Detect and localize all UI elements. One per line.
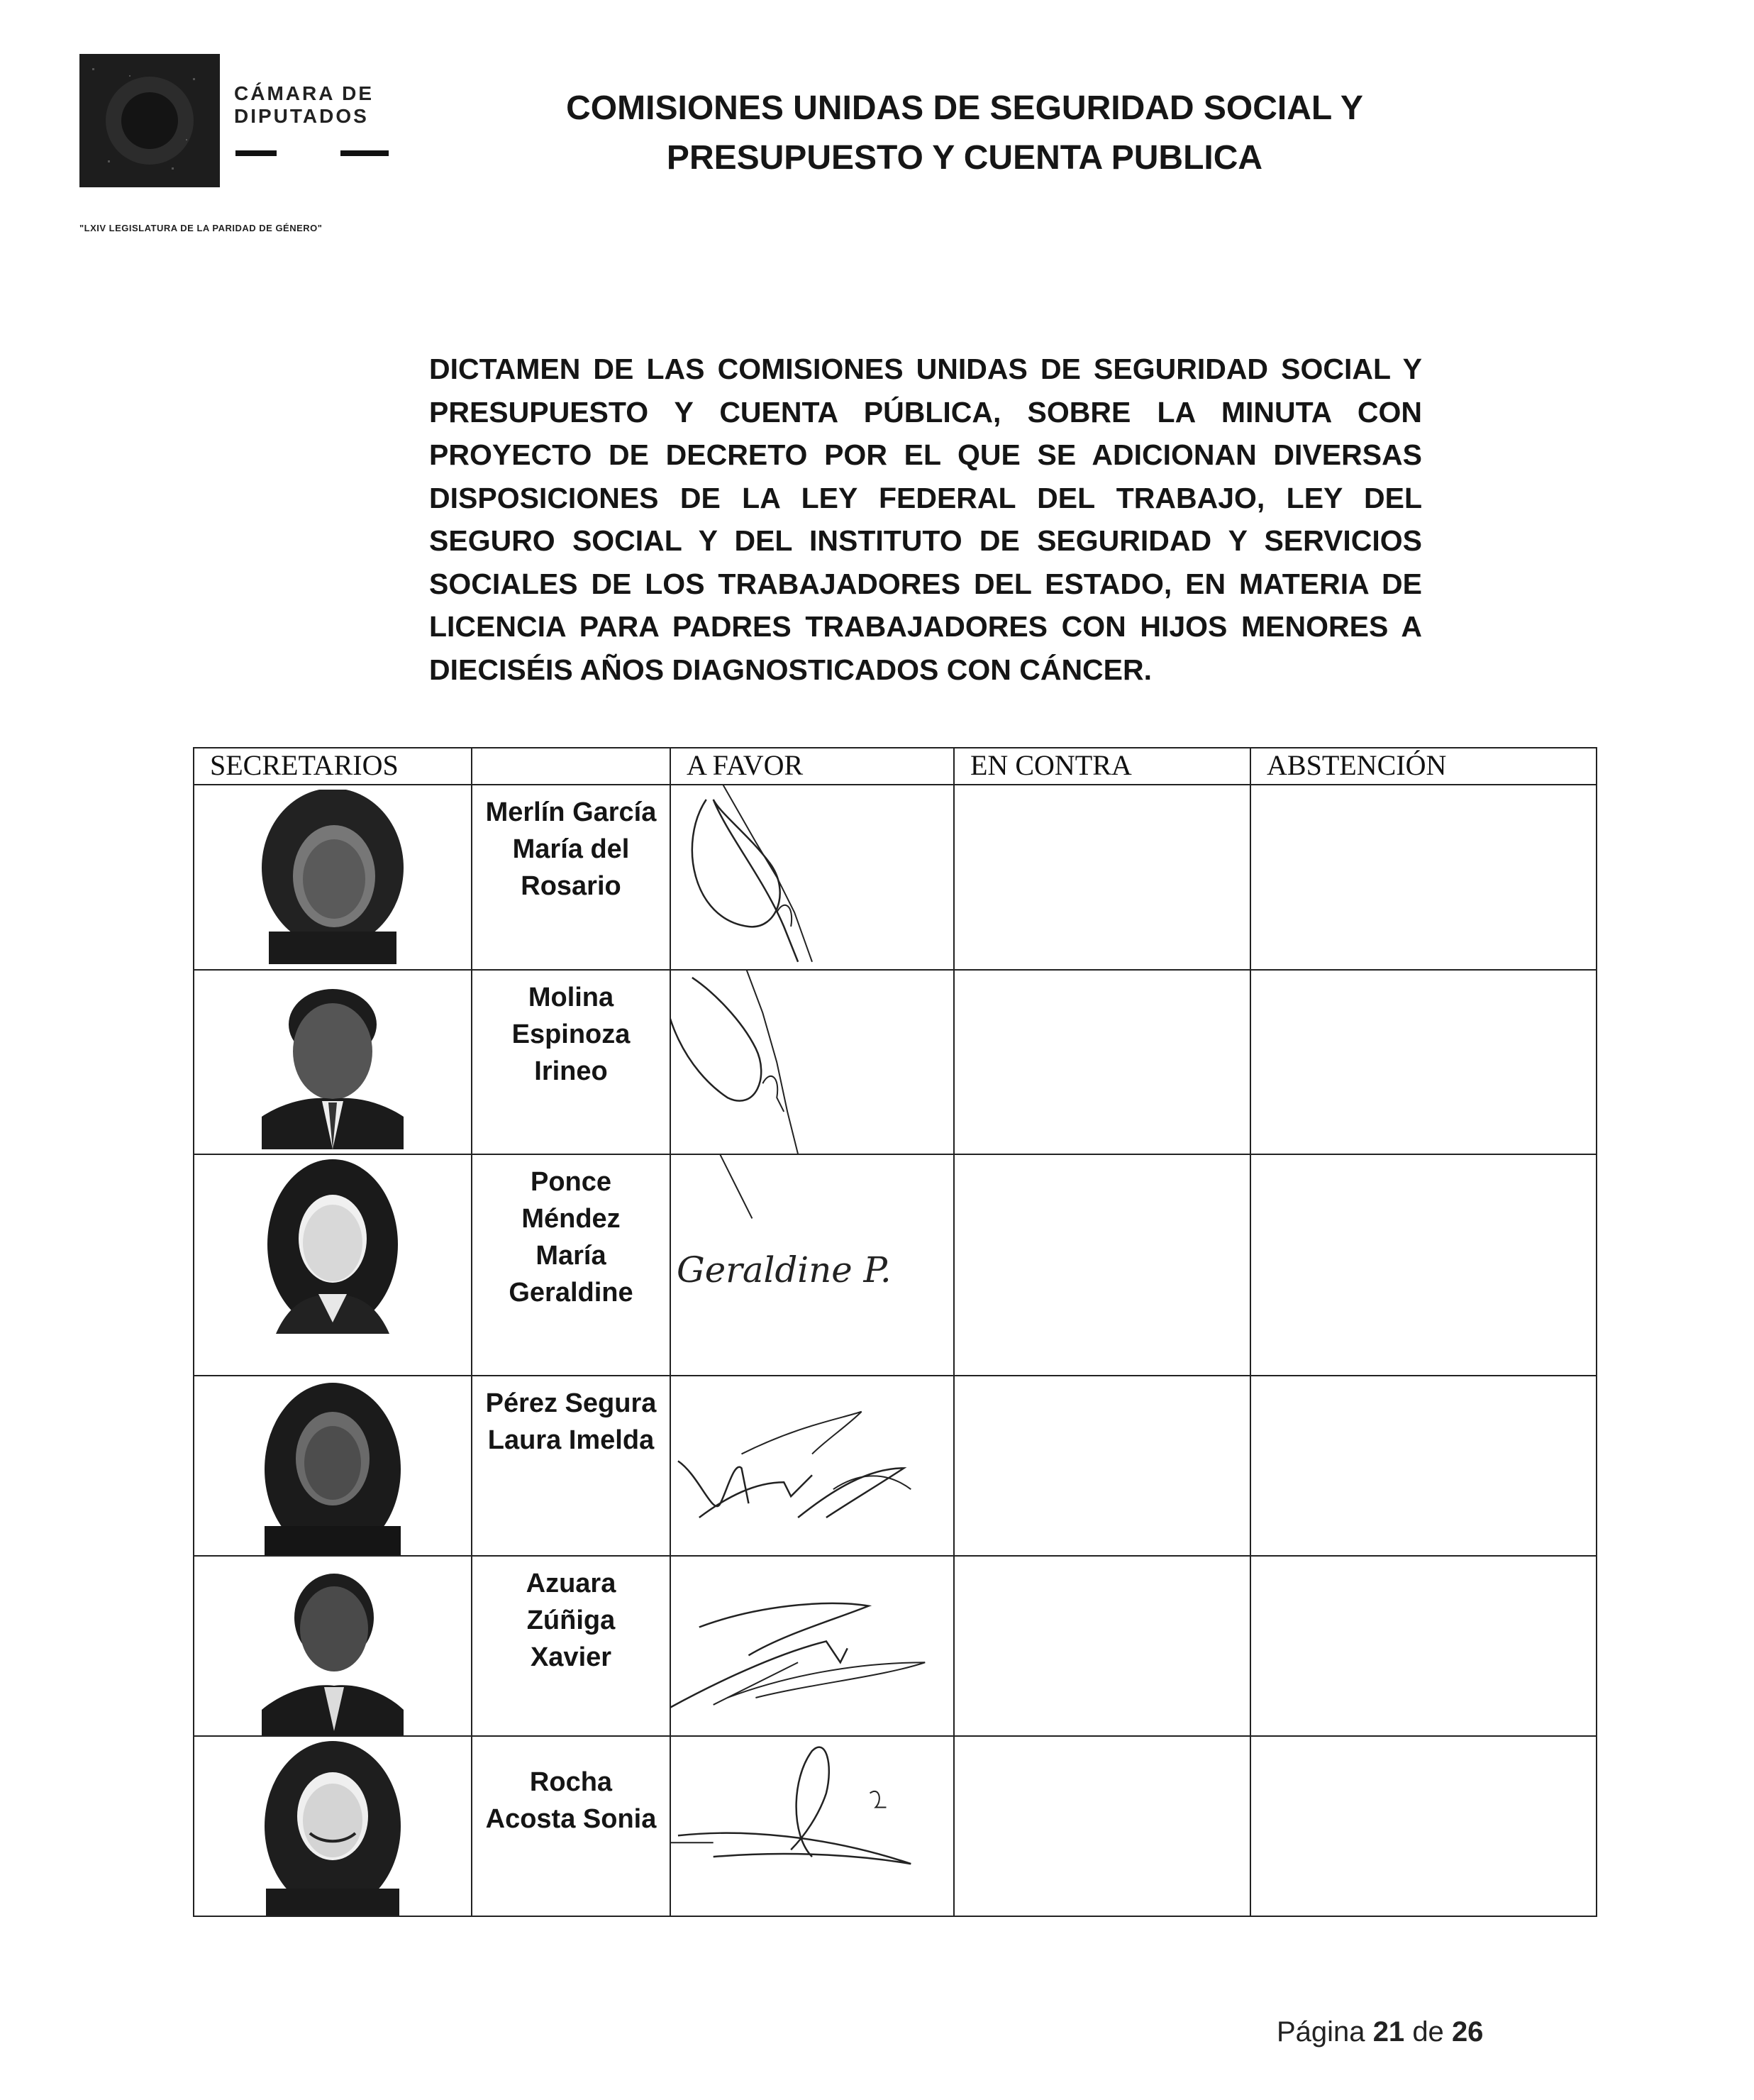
logo-motto: "LXIV LEGISLATURA DE LA PARIDAD DE GÉNERO" <box>79 223 323 233</box>
signature-a-favor <box>670 970 954 1155</box>
handwritten-signature <box>671 1737 953 1915</box>
page-number-total: 26 <box>1451 2016 1484 2048</box>
table-row <box>194 1556 1597 1736</box>
cell-en-contra <box>954 1556 1250 1736</box>
vote-table <box>193 747 1597 1917</box>
member-name <box>472 785 670 970</box>
member-photo <box>255 1561 411 1735</box>
member-name-line: Laura Imelda <box>487 1425 655 1456</box>
cell-abstencion <box>1250 970 1597 1155</box>
member-name-line: Espinoza <box>511 1019 631 1049</box>
member-photo <box>255 1741 411 1916</box>
member-photo-cell <box>194 785 472 970</box>
page-number-prefix: Página <box>1277 2016 1365 2048</box>
handwritten-signature <box>671 1557 953 1730</box>
member-name-line: Ponce <box>530 1167 612 1198</box>
page-number-current: 21 <box>1372 2016 1405 2048</box>
header-abstencion: ABSTENCIÓN <box>1250 748 1597 785</box>
cell-abstencion <box>1250 785 1597 970</box>
handwritten-signature <box>671 971 953 1154</box>
member-photo-cell <box>194 970 472 1155</box>
table-row <box>194 970 1597 1155</box>
member-name-line: Rocha <box>529 1767 613 1798</box>
logo-emblem <box>79 54 220 187</box>
member-name-line: Geraldine <box>509 1278 633 1308</box>
member-name-line: María <box>535 1241 606 1271</box>
page-title-line-2: PRESUPUESTO Y CUENTA PUBLICA <box>666 139 1263 177</box>
member-name-line: María del <box>512 834 630 864</box>
vote-table-header-row <box>194 748 1597 785</box>
cell-en-contra <box>954 1736 1250 1916</box>
cell-en-contra <box>954 785 1250 970</box>
member-name-line: Acosta Sonia <box>485 1804 657 1835</box>
member-name <box>472 970 670 1155</box>
cell-en-contra <box>954 1376 1250 1556</box>
signature-a-favor <box>670 1736 954 1916</box>
table-row <box>194 785 1597 970</box>
table-row <box>194 1736 1597 1916</box>
header-a-favor: A FAVOR <box>670 748 954 785</box>
handwritten-signature <box>671 1376 953 1549</box>
member-name-line: Molina <box>528 982 614 1012</box>
logo-name-line-2: DIPUTADOS <box>234 105 369 127</box>
member-name-line: Zúñiga <box>526 1606 616 1636</box>
member-photo-cell <box>194 1154 472 1376</box>
member-photo <box>255 790 411 964</box>
member-photo <box>255 975 411 1149</box>
member-name <box>472 1376 670 1556</box>
member-photo <box>255 1381 411 1555</box>
signature-handwriting: Geraldine P. <box>676 1249 892 1291</box>
cell-en-contra <box>954 970 1250 1155</box>
member-name-line: Irineo <box>534 1056 608 1086</box>
signature-a-favor <box>670 1556 954 1736</box>
table-row <box>194 1376 1597 1556</box>
member-name-line: Xavier <box>530 1642 612 1673</box>
logo-wordmark <box>234 82 390 128</box>
header-name <box>472 748 670 785</box>
page-number <box>1277 2016 1560 2048</box>
cell-abstencion <box>1250 1376 1597 1556</box>
handwritten-signature <box>671 1155 953 1375</box>
member-photo-cell <box>194 1376 472 1556</box>
member-photo-cell <box>194 1736 472 1916</box>
logo-name-line-1: CÁMARA DE <box>234 82 374 104</box>
member-name-line: Méndez <box>521 1204 621 1234</box>
member-name-line: Azuara <box>526 1569 616 1599</box>
header-en-contra: EN CONTRA <box>954 748 1250 785</box>
cell-en-contra <box>954 1154 1250 1376</box>
page-number-middle: de <box>1412 2016 1444 2048</box>
member-name <box>472 1556 670 1736</box>
member-name-line: Pérez Segura <box>485 1388 657 1419</box>
table-row <box>194 1154 1597 1376</box>
member-name-line: Rosario <box>521 871 621 901</box>
logo-bars <box>234 150 390 159</box>
member-name-line: Merlín García <box>485 797 657 827</box>
member-name <box>472 1154 670 1376</box>
page-title-line-1: COMISIONES UNIDAS DE SEGURIDAD SOCIAL Y <box>566 89 1363 127</box>
signature-a-favor <box>670 785 954 970</box>
cell-abstencion <box>1250 1556 1597 1736</box>
cell-abstencion <box>1250 1736 1597 1916</box>
page-title <box>496 84 1433 183</box>
member-photo-cell <box>194 1556 472 1736</box>
signature-a-favor <box>670 1154 954 1376</box>
cell-abstencion <box>1250 1154 1597 1376</box>
header-secretarios: SECRETARIOS <box>194 748 472 785</box>
signature-a-favor <box>670 1376 954 1556</box>
member-photo <box>255 1159 411 1334</box>
handwritten-signature <box>671 785 953 969</box>
member-name <box>472 1736 670 1916</box>
dictamen-paragraph: DICTAMEN DE LAS COMISIONES UNIDAS DE SEGURIDAD SOCIAL Y PRESUPUESTO Y CUENTA PÚBLICA, SOBRE LA MINUTA CON PROYECTO DE DECRETO POR EL QUE SE ADICIONAN DIVERSAS DISPOSICIONES DE LA LEY FEDERAL DEL TRABAJO, LEY DEL SEGURO SOCIAL Y DEL INSTITUTO DE SEGURIDAD Y SERVICIOS SOCIALES DE LOS TRABAJADORES DEL ESTADO, EN MATERIA DE LICENCIA PARA PADRES TRABAJADORES CON HIJOS MENORES A DIECISÉIS AÑOS DIAGNOSTICADOS CON CÁNCER. <box>429 353 1422 686</box>
